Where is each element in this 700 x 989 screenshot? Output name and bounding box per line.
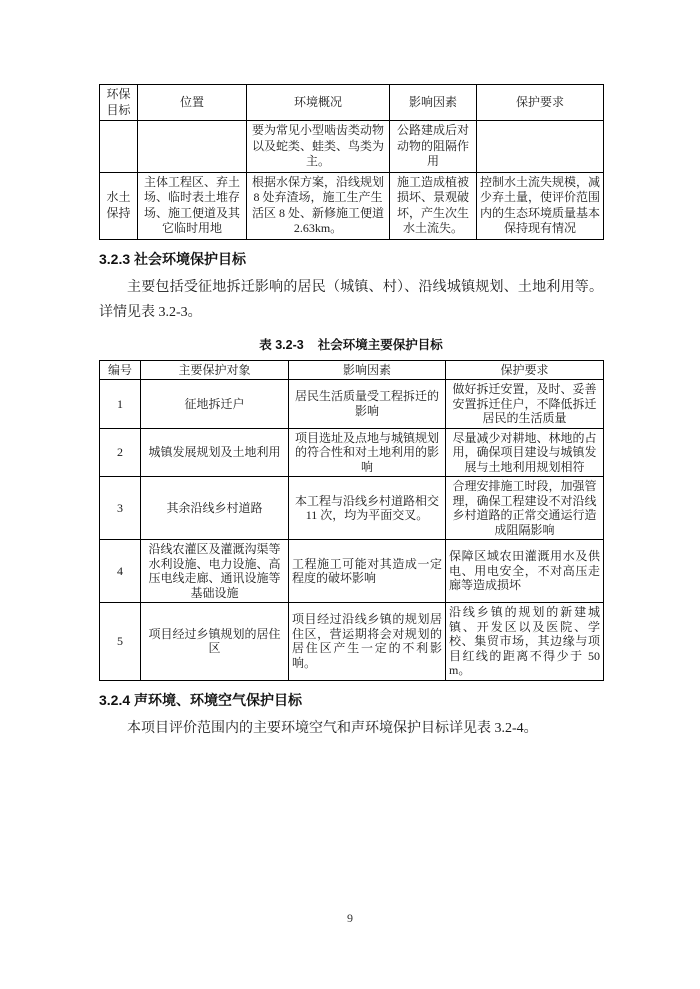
- table-cell: 做好拆迁安置，及时、妥善安置拆迁住户，不降低拆迁居民的生活质量: [446, 380, 604, 429]
- table-cell: 要为常见小型啮齿类动物以及蛇类、蛙类、鸟类为主。: [247, 121, 390, 173]
- table-cell: 项目经过乡镇规划的居住区: [141, 603, 289, 681]
- table-cell: 沿线农灌区及灌溉沟渠等水利设施、电力设施、高压电线走廊、通讯设施等基础设施: [141, 540, 289, 603]
- table-cell: 工程施工可能对其造成一定程度的破坏影响: [289, 540, 446, 603]
- eco-protection-target-table: [99, 84, 604, 240]
- table-cell: 项目选址及点地与城镇规划的符合性和对土地利用的影响: [289, 428, 446, 477]
- table-row: [100, 540, 604, 603]
- column-header-env-overview: 环境概况: [247, 85, 390, 121]
- column-header-number: 编号: [100, 360, 141, 380]
- section-title: 声环境、环境空气保护目标: [134, 691, 303, 708]
- table-cell: [100, 121, 138, 173]
- table-cell: [477, 121, 604, 173]
- table-row: [100, 380, 604, 429]
- table-caption-label: 表 3.2-3: [259, 337, 304, 352]
- table-cell: 控制水土流失规模，减少弃土量，使评价范围内的生态环境质量基本保持现有情况: [477, 172, 604, 239]
- page-number: 9: [347, 911, 353, 925]
- column-header-env-target: 环保目标: [100, 85, 138, 121]
- table-cell: 保障区域农田灌溉用水及供电、用电安全，不对高压走廊等造成损坏: [446, 540, 604, 603]
- paragraph-324: 本项目评价范围内的主要环境空气和声环境保护目标详见表 3.2-4。: [127, 720, 538, 736]
- table-cell: 施工造成植被损坏、景观破坏，产生次生水土流失。: [390, 172, 477, 239]
- table-cell: 项目经过沿线乡镇的规划居住区，营运期将会对规划的居住区产生一定的不利影响。: [289, 603, 446, 681]
- table-cell: 根据水保方案，沿线规划 8 处弃渣场，施工生产生活区 8 处、新修施工便道 2.63km。: [247, 172, 390, 239]
- section-heading-323: [99, 249, 603, 269]
- table-cell: 公路建成后对动物的阻隔作用: [390, 121, 477, 173]
- table-row: [100, 477, 604, 540]
- section-title: 社会环境保护目标: [134, 250, 247, 267]
- row-number-cell: 4: [100, 540, 141, 603]
- table-cell: 其余沿线乡村道路: [141, 477, 289, 540]
- section-number: 3.2.4: [99, 691, 131, 708]
- table-cell: 尽量减少对耕地、林地的占用，确保项目建设与城镇发展与土地利用规划相符: [446, 428, 604, 477]
- column-header-impact-factor: 影响因素: [289, 360, 446, 380]
- table-row: [100, 428, 604, 477]
- column-header-protect-object: 主要保护对象: [141, 360, 289, 380]
- section-heading-324: [99, 690, 603, 710]
- table-caption: [99, 335, 603, 353]
- table-header-row: [100, 360, 604, 380]
- page-content: [99, 84, 603, 747]
- table-cell: 征地拆迁户: [141, 380, 289, 429]
- social-env-protection-table: [99, 360, 604, 681]
- column-header-impact-factor: 影响因素: [390, 85, 477, 121]
- table-cell: 沿线乡镇的规划的新建城镇、开发区以及医院、学校、集贸市场，其边缘与项目红线的距离不得少于 50m。: [446, 603, 604, 681]
- paragraph-323: 主要包括受征地拆迁影响的居民（城镇、村）、沿线城镇规划、土地利用等。详情见表 3.2-3。: [99, 279, 603, 320]
- column-header-protection-req: 保护要求: [446, 360, 604, 380]
- section-number: 3.2.3: [99, 250, 131, 267]
- table-row: [100, 603, 604, 681]
- column-header-location: 位置: [138, 85, 247, 121]
- table-cell: 水土保持: [100, 172, 138, 239]
- row-number-cell: 5: [100, 603, 141, 681]
- table-row: [100, 172, 604, 239]
- table-cell: 居民生活质量受工程拆迁的影响: [289, 380, 446, 429]
- column-header-protection-req: 保护要求: [477, 85, 604, 121]
- row-number-cell: 3: [100, 477, 141, 540]
- table-cell: [138, 121, 247, 173]
- table-cell: 合理安排施工时段，加强管理，确保工程建设不对沿线乡村道路的正常交通运行造成阻隔影响: [446, 477, 604, 540]
- row-number-cell: 2: [100, 428, 141, 477]
- table-cell: 主体工程区、弃土场、临时表土堆存场、施工便道及其它临时用地: [138, 172, 247, 239]
- table-row: [100, 121, 604, 173]
- table-caption-title: 社会环境主要保护目标: [317, 337, 443, 352]
- row-number-cell: 1: [100, 380, 141, 429]
- table-header-row: [100, 85, 604, 121]
- table-cell: 城镇发展规划及土地利用: [141, 428, 289, 477]
- table-cell: 本工程与沿线乡村道路相交 11 次，均为平面交叉。: [289, 477, 446, 540]
